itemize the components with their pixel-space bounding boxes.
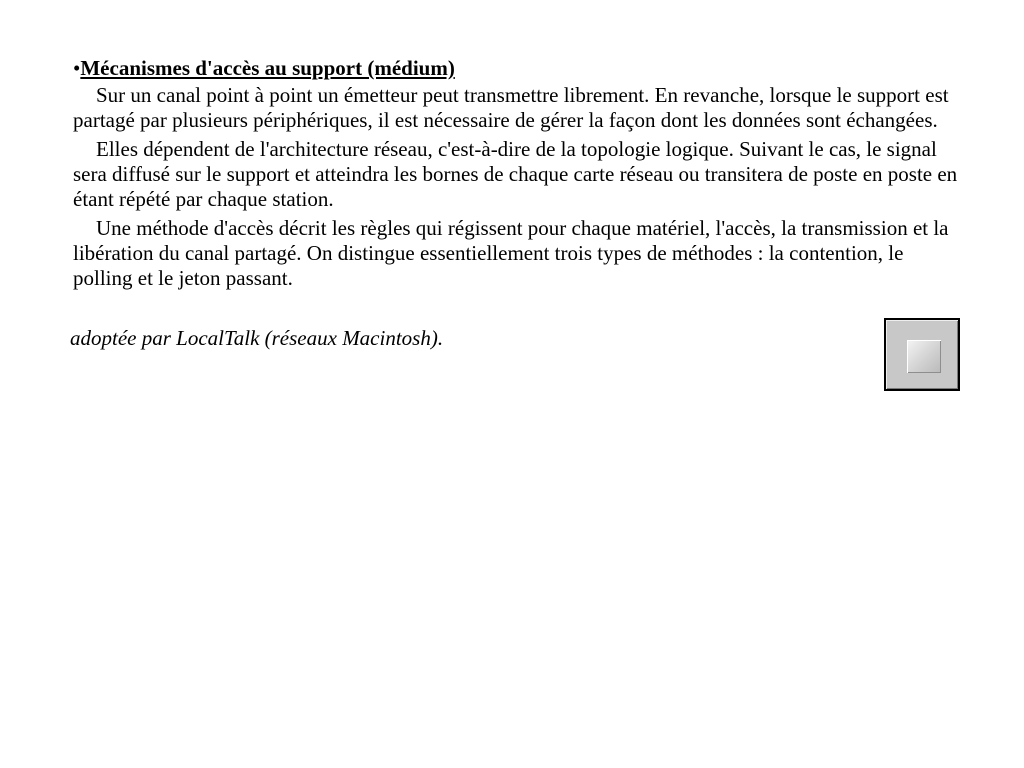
paragraph-architecture: Elles dépendent de l'architecture réseau, c'est-à-dire de la topologie logique. Suivant le cas, le signal sera diffusé sur le support et atteindra les bornes de chaque carte réseau ou transitera de poste en poste en étant répété par chaque station. [73, 137, 958, 211]
square-button-icon [907, 340, 941, 373]
section-heading [73, 56, 963, 81]
section-heading-label: Mécanismes d'accès au support (médium) [80, 56, 455, 80]
action-button[interactable] [884, 318, 960, 391]
caption-localtalk: adoptée par LocalTalk (réseaux Macintosh). [70, 326, 444, 350]
paragraph-point-to-point: Sur un canal point à point un émetteur peut transmettre librement. En revanche, lorsque le support est partagé par plusieurs périphériques, il est nécessaire de gérer la façon dont les données sont échangées. [73, 83, 949, 132]
paragraph-access-method: Une méthode d'accès décrit les règles qui régissent pour chaque matériel, l'accès, la transmission et la libération du canal partagé. On distingue essentiellement trois types de méthodes : la contention, le polling et le jeton passant. [73, 216, 949, 290]
bullet-marker: • [73, 56, 81, 80]
slide-body [73, 56, 963, 295]
